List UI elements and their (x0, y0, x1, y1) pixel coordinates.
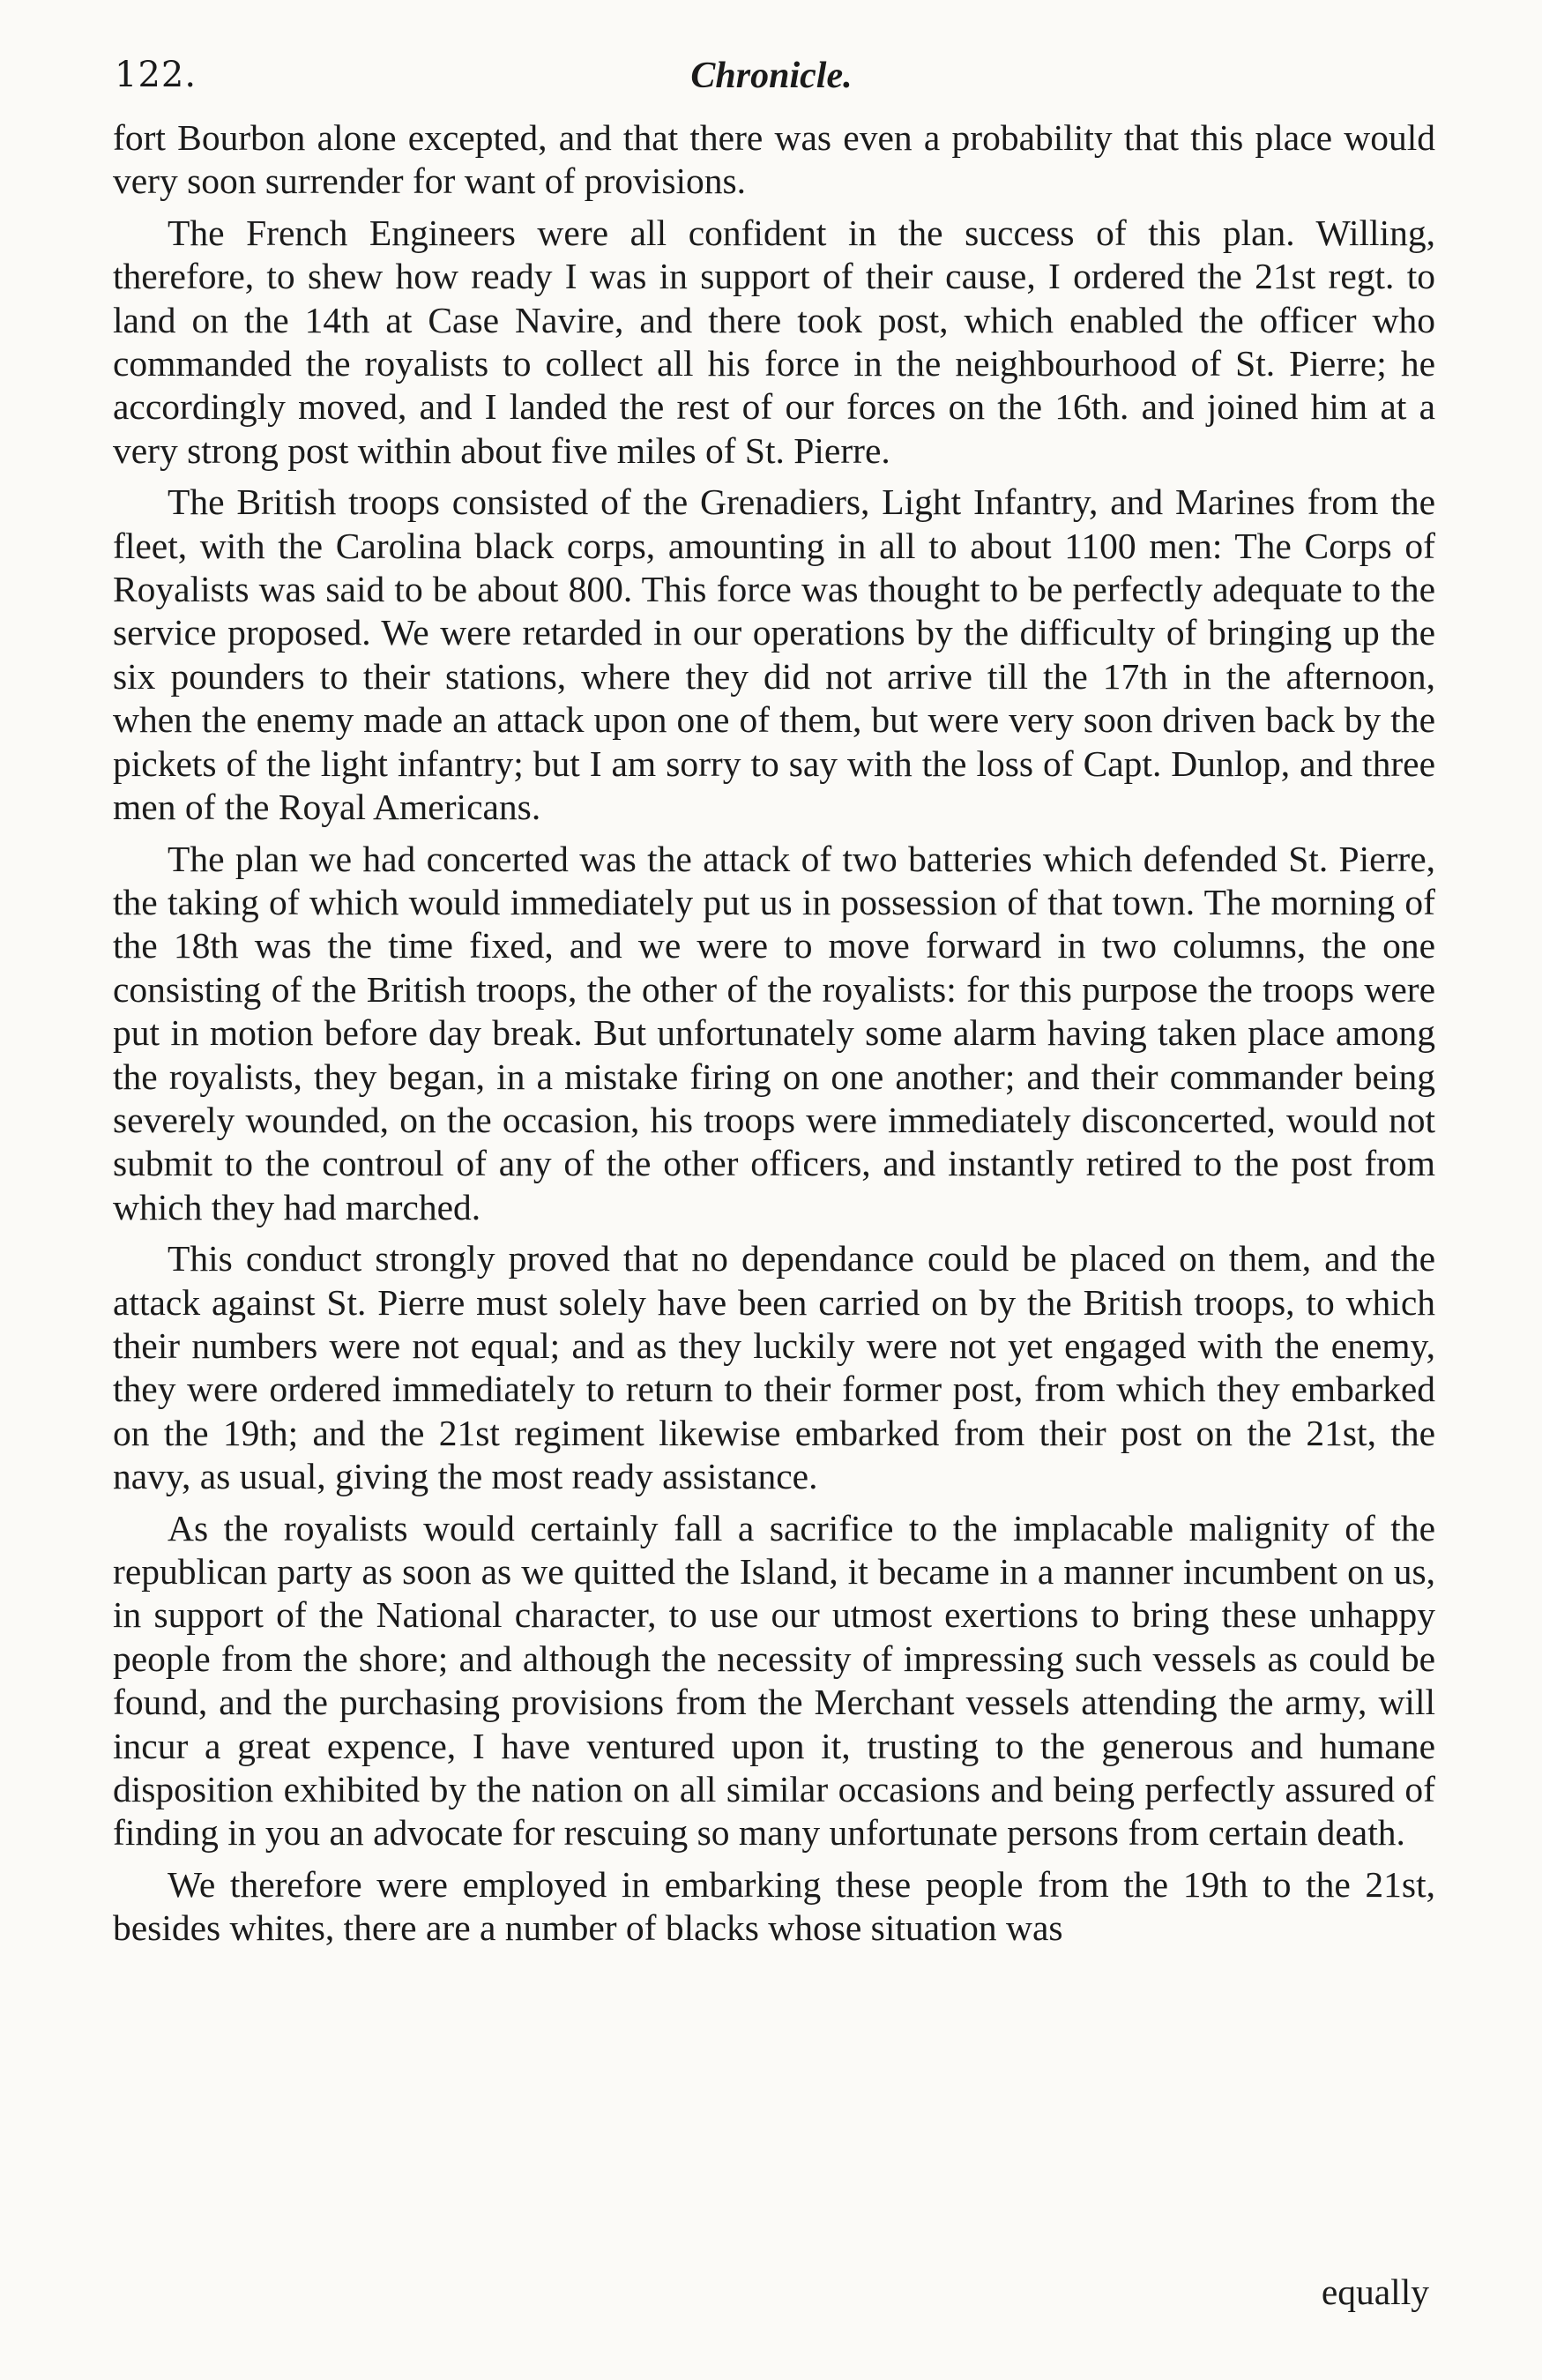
catchword: equally (1321, 2272, 1429, 2312)
paragraph: The French Engineers were all confident in the success of this plan. Willing, therefore, to shew how ready I was in support of their cause, I ordered the 21st regt. to land on the 14th at Case Navire, and there took post, which enabled the officer who commanded the royalists to collect all his force in the neighbourhood of St. Pierre; he accordingly moved, and I landed the rest of our forces on the 16th. and joined him at a very strong post within about five miles of St. Pierre. (113, 212, 1435, 471)
paragraph: This conduct strongly proved that no dependance could be placed on them, and the attack against St. Pierre must solely have been carried on by the British troops, to which their numbers were not equal; and as they luckily were not yet engaged with the enemy, they were ordered immediately to return to their former post, from which they embarked on the 19th; and the 21st regiment likewise embarked from their post on the 21st, the navy, as usual, giving the most ready assistance. (113, 1238, 1435, 1497)
paragraph: We therefore were employed in embarking these people from the 19th to the 21st, besides whites, there are a number of blacks whose situation was (113, 1863, 1435, 1949)
page-header (115, 55, 1428, 116)
paragraph: The British troops consisted of the Grenadiers, Light Infantry, and Marines from the fleet, with the Carolina black corps, amounting in all to about 1100 men: The Corps of Royalists was said to be about 800. This force was thought to be perfectly adequate to the service proposed. We were retarded in our operations by the difficulty of bringing up the six pounders to their stations, where they did not arrive till the 17th in the afternoon, when the enemy made an attack upon one of them, but were very soon driven back by the pickets of the light infantry; but I am sorry to say with the loss of Capt. Dunlop, and three men of the Royal Americans. (113, 481, 1435, 828)
paragraph: As the royalists would certainly fall a sacrifice to the implacable malignity of the republican party as soon as we quitted the Island, it became in a manner incumbent on us, in support of the National character, to use our utmost exertions to bring these unhappy people from the shore; and although the necessity of impressing such vessels as could be found, and the purchasing provisions from the Merchant vessels attending the army, will incur a great expence, I have ventured upon it, trusting to the generous and humane disposition exhibited by the nation on all similar occasions and being perfectly assured of finding in you an advocate for rescuing so many unfortunate persons from certain death. (113, 1507, 1435, 1854)
page-number: 122. (115, 55, 197, 95)
body-text (113, 116, 1435, 1951)
paragraph: fort Bourbon alone excepted, and that there was even a probability that this place would very soon surrender for want of provisions. (113, 117, 1435, 202)
paragraph: The plan we had concerted was the attack of two batteries which defended St. Pierre, the taking of which would immediately put us in possession of that town. The morning of the 18th was the time fixed, and we were to move forward in two columns, the one consisting of the British troops, the other of the royalists: for this purpose the troops were put in motion before day break. But unfortunately some alarm having taken place among the royalists, they began, in a mistake firing on one another; and their commander being severely wounded, on the occasion, his troops were immediately disconcerted, would not submit to the controul of any of the other officers, and instantly retired to the post from which they had marched. (113, 838, 1435, 1227)
running-title: Chronicle. (690, 56, 853, 96)
